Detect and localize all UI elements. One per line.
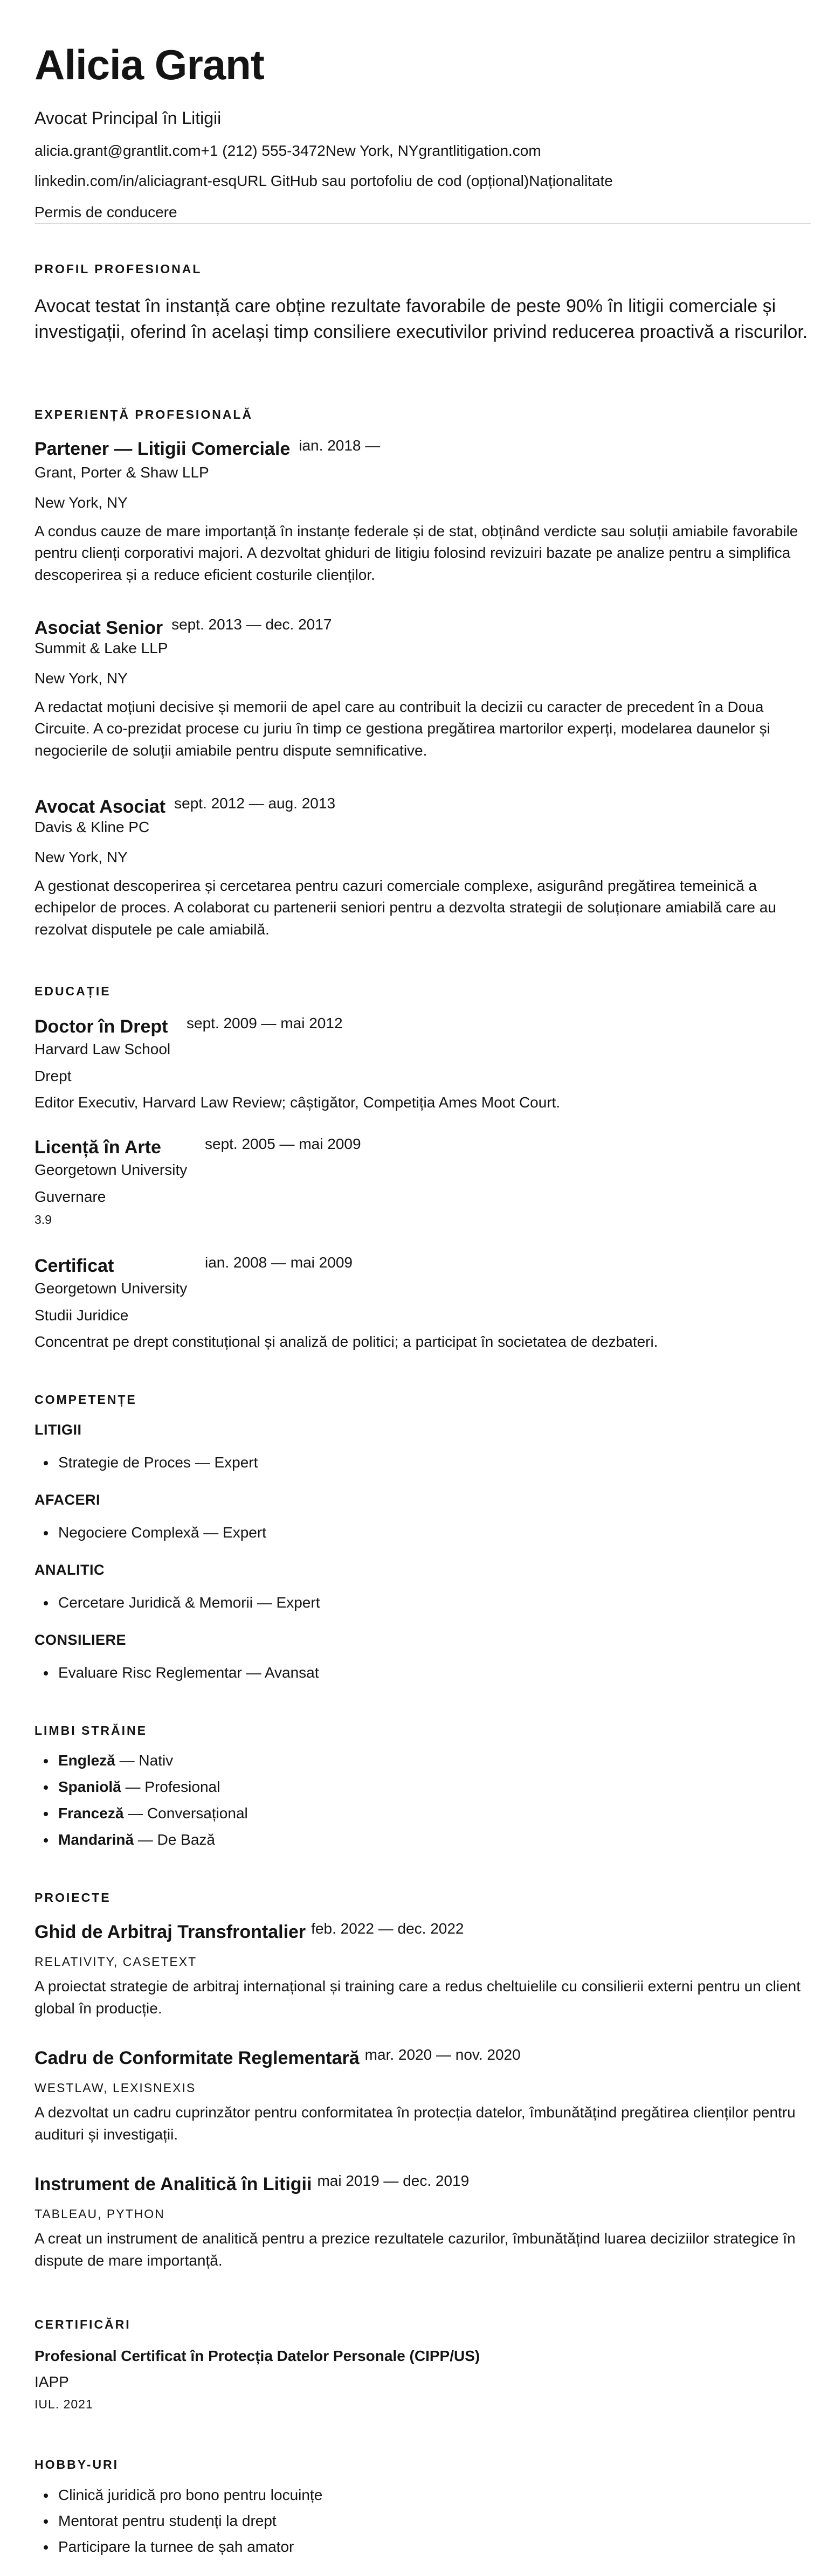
education-school: Georgetown University <box>34 1161 188 1178</box>
languages-heading: LIMBI STRĂINE <box>34 1723 147 1737</box>
language-level: — Nativ <box>115 1752 174 1769</box>
hobbies-list <box>34 2482 811 2560</box>
contact-line-1: alicia.grant@grantlit.com+1 (212) 555-3472New York, NYgrantlitigation.com <box>34 142 541 159</box>
experience-entry <box>34 797 811 941</box>
education-entry <box>34 1137 811 1227</box>
language-item <box>56 1826 811 1853</box>
experience-heading: EXPERIENȚĂ PROFESIONALĂ <box>34 407 253 421</box>
skill-group <box>34 1492 811 1546</box>
skill-group <box>34 1422 811 1476</box>
summary-heading: PROFIL PROFESIONAL <box>34 262 202 276</box>
experience-entry <box>34 439 811 586</box>
education-note: Concentrat pe drept constituțional și analiză de politici; a participat în societatea de dezbateri. <box>34 1333 658 1350</box>
education-degree: Certificat <box>34 1256 114 1276</box>
language-name: Engleză <box>58 1752 115 1769</box>
language-level: — Profesional <box>121 1778 220 1795</box>
skill-item: • Cercetare Juridică & Memorii — Expert <box>56 1589 811 1616</box>
hobby-item: • Mentorat pentru studenți la drept <box>56 2508 811 2534</box>
project-tools: WESTLAW, LEXISNEXIS <box>34 2081 196 2095</box>
certification-date: IUL. 2021 <box>34 2397 93 2412</box>
education-dates: ian. 2008 — mai 2009 <box>205 1254 353 1271</box>
project-entry <box>34 2174 811 2272</box>
education-field: Guvernare <box>34 1188 106 1206</box>
education-entry <box>34 1016 811 1113</box>
skill-item: • Evaluare Risc Reglementar — Avansat <box>56 1659 811 1686</box>
education-school: Harvard Law School <box>34 1041 171 1057</box>
education-field: Drept <box>34 1068 72 1085</box>
header-divider <box>34 223 811 224</box>
language-name: Spaniolă <box>58 1778 121 1795</box>
certification-issuer: IAPP <box>34 2373 69 2390</box>
summary-text: Avocat testat în instanță care obține rezultate favorabile de peste 90% în litigii comerciale și investigații, oferind în același timp consiliere executivilor privind reducerea proactivă a riscurilor. <box>34 296 808 343</box>
language-level: — De Bază <box>134 1831 215 1848</box>
certifications-heading: CERTIFICĂRI <box>34 2317 131 2331</box>
job-dates: sept. 2013 — dec. 2017 <box>171 616 332 633</box>
education-note: Editor Executiv, Harvard Law Review; câștigător, Competiția Ames Moot Court. <box>34 1093 561 1111</box>
job-company: Summit & Lake LLP <box>34 640 168 656</box>
job-dates: ian. 2018 — <box>299 437 381 454</box>
language-item <box>56 1774 811 1800</box>
job-role: Partener — Litigii Comerciale <box>34 439 291 459</box>
project-name: Cadru de Conformitate Reglementară <box>34 2048 360 2068</box>
languages-list <box>34 1747 811 1853</box>
project-name: Instrument de Analitică în Litigii <box>34 2174 312 2194</box>
candidate-name: Alicia Grant <box>34 41 264 88</box>
job-role: Asociat Senior <box>34 618 163 638</box>
job-description: A condus cauze de mare importanță în instanțe federale și de stat, obținând verdicte sau soluții amiabile favorabile pentru clienți corporativi majori. A dezvoltat ghiduri de litigiu folosind revizuiri bazate pe analize pentru a simplifica descoperirea și a reduce eficient costurile clienților. <box>34 522 798 583</box>
contact-line-3: Permis de conducere <box>34 204 177 220</box>
skills-heading: COMPETENȚE <box>34 1393 137 1407</box>
experience-entry <box>34 618 811 762</box>
education-school: Georgetown University <box>34 1280 188 1297</box>
education-entry <box>34 1256 811 1353</box>
project-entry <box>34 2048 811 2145</box>
job-dates: sept. 2012 — aug. 2013 <box>174 795 336 812</box>
job-company: Davis & Kline PC <box>34 819 150 835</box>
job-location: New York, NY <box>34 849 128 866</box>
candidate-title: Avocat Principal în Litigii <box>34 108 222 128</box>
skill-category: LITIGII <box>34 1422 82 1438</box>
hobby-item: • Clinică juridică pro bono pentru locuințe <box>56 2482 811 2508</box>
skill-category: CONSILIERE <box>34 1632 127 1648</box>
skill-group <box>34 1562 811 1616</box>
project-description: A dezvoltat un cadru cuprinzător pentru conformitatea în protecția datelor, îmbunătățind pregătirea clienților pentru audituri și investigații. <box>34 2104 796 2143</box>
certification-entry <box>34 2348 811 2412</box>
language-item <box>56 1800 811 1826</box>
job-location: New York, NY <box>34 494 128 511</box>
education-dates: sept. 2009 — mai 2012 <box>187 1015 343 1031</box>
education-heading: EDUCAȚIE <box>34 984 111 998</box>
education-gpa: 3.9 <box>34 1212 52 1227</box>
job-location: New York, NY <box>34 670 128 687</box>
job-description: A gestionat descoperirea și cercetarea pentru cazuri comerciale complexe, asigurând pregătirea temeinică a echipelor de proces. A colaborat cu partenerii seniori pentru a dezvolta strategii de soluționare amiabilă care au rezolvat disputele pe cale amiabilă. <box>34 877 776 938</box>
job-description: A redactat moțiuni decisive și memorii de apel care au contribuit la decizii cu caracter de precedent în a Doua Circuite. A co-prezidat procese cu juriu în timp ce gestiona pregătirea martorilor experți, modelarea daunelor și negocierile de soluții amiabile pentru dispute semnificative. <box>34 698 770 759</box>
education-degree: Licență în Arte <box>34 1137 161 1158</box>
job-company: Grant, Porter & Shaw LLP <box>34 464 209 481</box>
project-description: A creat un instrument de analitică pentru a prezice rezultatele cazurilor, îmbunătățind luarea deciziilor strategice în dispute de mare importanță. <box>34 2230 796 2269</box>
skill-category: ANALITIC <box>34 1562 105 1578</box>
certification-name: Profesional Certificat în Protecția Datelor Personale (CIPP/US) <box>34 2348 480 2364</box>
project-entry <box>34 1922 811 2019</box>
hobby-item: • Participare la turnee de șah amator <box>56 2534 811 2560</box>
projects-heading: PROIECTE <box>34 1891 111 1905</box>
project-tools: RELATIVITY, CASETEXT <box>34 1955 197 1969</box>
hobbies-heading: HOBBY-URI <box>34 2457 119 2471</box>
project-tools: TABLEAU, PYTHON <box>34 2207 165 2221</box>
education-degree: Doctor în Drept <box>34 1016 168 1037</box>
job-role: Avocat Asociat <box>34 797 166 817</box>
language-item <box>56 1747 811 1774</box>
project-dates: mar. 2020 — nov. 2020 <box>364 2046 521 2063</box>
skill-category: AFACERI <box>34 1492 101 1508</box>
education-field: Studii Juridice <box>34 1307 129 1324</box>
project-description: A proiectat strategie de arbitraj internațional și training care a redus cheltuielile cu consilierii externi pentru un client global în producție. <box>34 1978 801 2017</box>
skill-item: • Negociere Complexă — Expert <box>56 1519 811 1546</box>
language-name: Mandarină <box>58 1831 134 1848</box>
contact-line-2: linkedin.com/in/aliciagrant-esqURL GitHub sau portofoliu de cod (opțional)Naționalitate <box>34 172 613 189</box>
resume-header <box>34 43 811 128</box>
skill-item: • Strategie de Proces — Expert <box>56 1449 811 1476</box>
project-dates: feb. 2022 — dec. 2022 <box>311 1920 464 1937</box>
project-name: Ghid de Arbitraj Transfrontalier <box>34 1922 306 1942</box>
project-dates: mai 2019 — dec. 2019 <box>317 2172 470 2189</box>
skill-group <box>34 1632 811 1686</box>
language-level: — Conversațional <box>123 1805 248 1822</box>
education-dates: sept. 2005 — mai 2009 <box>205 1135 361 1152</box>
language-name: Franceză <box>58 1805 124 1822</box>
